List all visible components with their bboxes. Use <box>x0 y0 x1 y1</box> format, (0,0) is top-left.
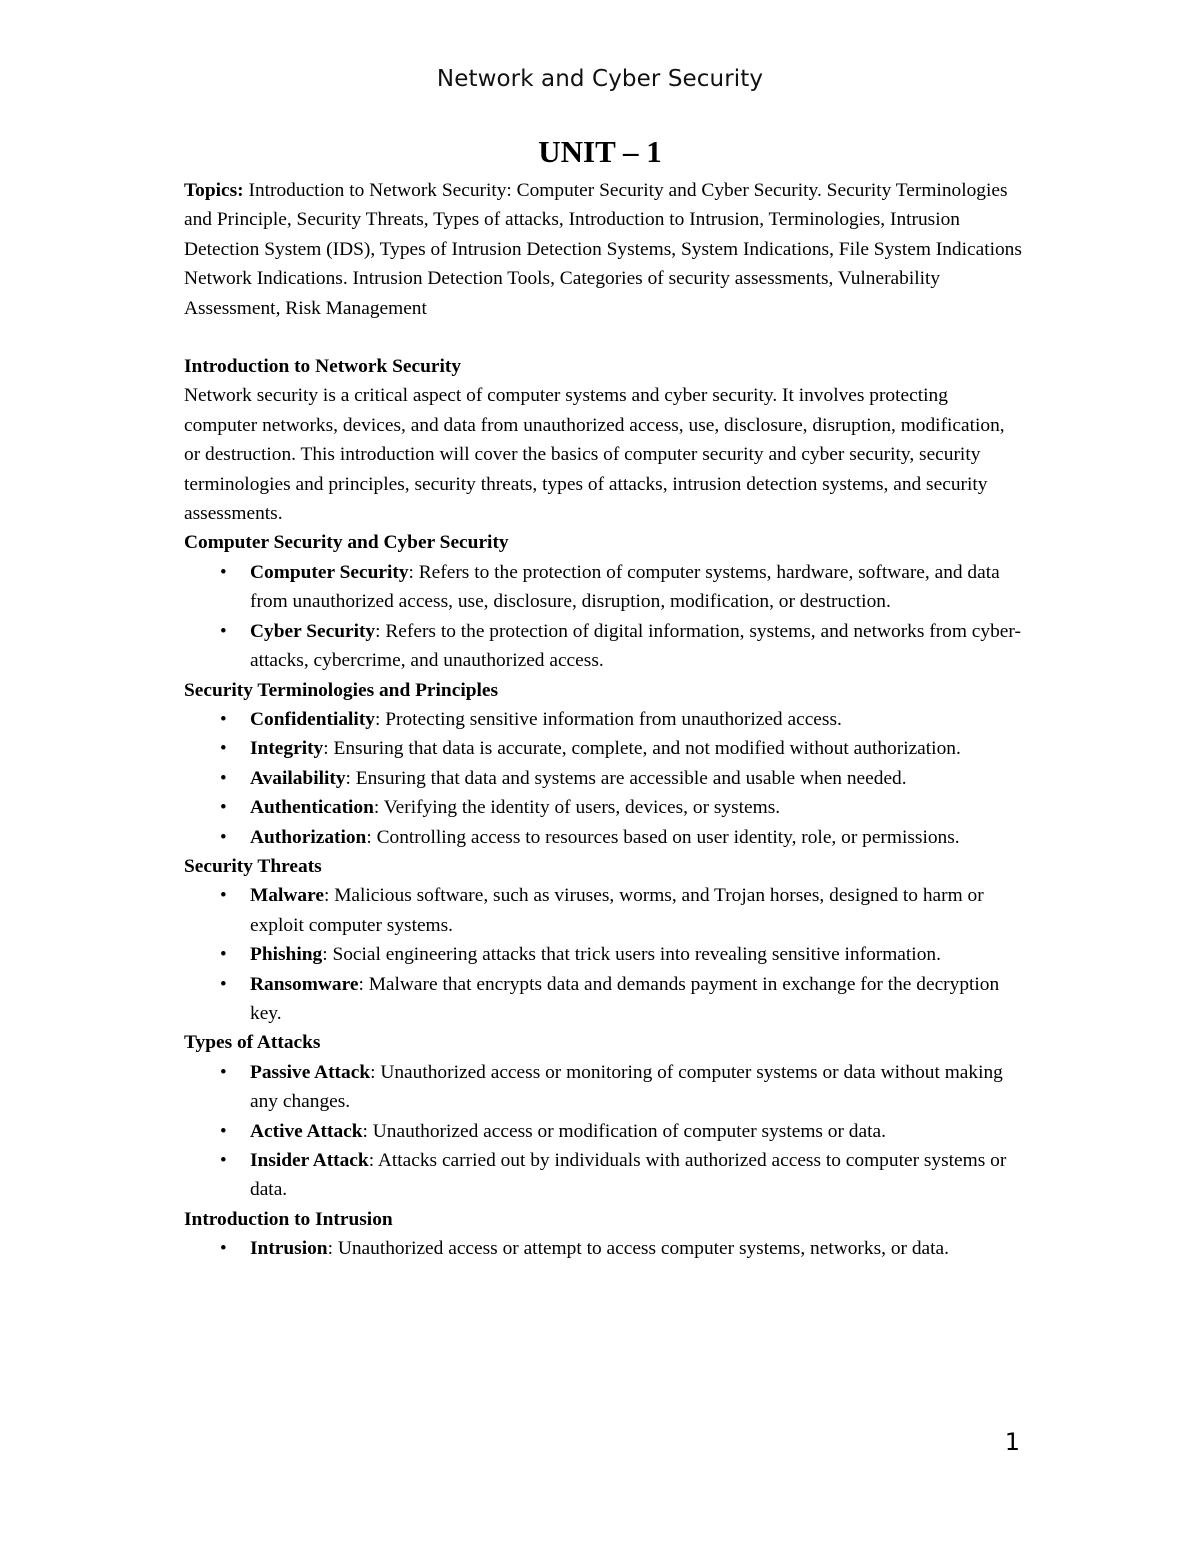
term-description: : Unauthorized access or attempt to access computer systems, networks, or data. <box>327 1238 949 1260</box>
term-description: : Social engineering attacks that trick users into revealing sensitive information. <box>322 944 941 966</box>
list-item <box>184 940 1024 969</box>
term-description: : Malware that encrypts data and demands payment in exchange for the decryption key. <box>250 973 1000 1024</box>
bullet-icon: • <box>220 1150 227 1171</box>
bullet-icon: • <box>220 1238 227 1260</box>
section-heading: Types of Attacks <box>184 1032 321 1054</box>
list-item <box>184 1234 1024 1263</box>
term-description: : Ensuring that data is accurate, complete, and not modified without authorization. <box>323 738 961 760</box>
term: Computer Security <box>250 561 409 583</box>
bullet-icon: • <box>220 885 227 907</box>
term: Phishing <box>250 944 323 966</box>
bullet-icon: • <box>220 561 227 583</box>
term-description: : Unauthorized access or monitoring of computer systems or data without making any changes. <box>250 1061 1003 1113</box>
intro-paragraph: Network security is a critical aspect of computer systems and cyber security. It involves protecting computer networks, devices, and data from unauthorized access, use, disclosure, disruption, modification, or destruction. This introduction will cover the basics of computer security and cyber security, security terminologies and principles, security threats, types of attacks, intrusion detection systems, and security assessments. <box>184 385 1005 525</box>
bullet-icon: • <box>220 738 227 760</box>
term: Cyber Security <box>250 620 376 642</box>
term: Insider Attack <box>250 1150 369 1171</box>
bullet-icon: • <box>220 620 227 642</box>
unit-title: UNIT – 1 <box>538 134 662 169</box>
list-item <box>184 1146 1024 1205</box>
term-description: : Refers to the protection of digital information, systems, and networks from cyber-attacks, cybercrime, and unauthorized access. <box>250 620 1021 672</box>
bullet-icon: • <box>220 973 227 995</box>
list-item <box>184 617 1024 676</box>
term: Availability <box>250 767 346 789</box>
section-heading: Security Terminologies and Principles <box>184 679 499 701</box>
list-item <box>184 705 1024 734</box>
page-number: 1 <box>1004 1428 1020 1456</box>
term: Intrusion <box>250 1238 328 1260</box>
bullet-list <box>184 558 1024 676</box>
term-description: : Attacks carried out by individuals with authorized access to computer systems or data. <box>250 1150 1007 1201</box>
bullet-icon: • <box>220 1120 227 1142</box>
bullet-list <box>184 705 1024 852</box>
list-item <box>184 558 1024 617</box>
term: Passive Attack <box>250 1061 371 1083</box>
bullet-list <box>184 1234 1024 1263</box>
bullet-icon: • <box>220 826 227 848</box>
term: Authentication <box>250 797 374 819</box>
bullet-icon: • <box>220 797 227 819</box>
term: Malware <box>250 885 324 907</box>
bullet-icon: • <box>220 767 227 789</box>
list-item <box>184 1117 1024 1146</box>
list-item <box>184 793 1024 822</box>
term-description: : Controlling access to resources based on user identity, role, or permissions. <box>366 826 960 848</box>
term: Authorization <box>250 826 367 848</box>
term-description: : Protecting sensitive information from unauthorized access. <box>374 708 842 730</box>
term-description: : Unauthorized access or modification of computer systems or data. <box>362 1120 886 1142</box>
topics-text: Introduction to Network Security: Computer Security and Cyber Security. Security Terminologies and Principle, Security Threats, Types of attacks, Introduction to Intrusion, Terminologies, Intrusion Detection System (IDS), Types of Intrusion Detection Systems, System Indications, File System Indications Network Indications. Intrusion Detection Tools, Categories of security assessments, Vulnerability Assessment, Risk Management <box>184 180 1022 319</box>
topics-paragraph <box>184 176 1024 323</box>
page-header: Network and Cyber Security <box>436 66 764 92</box>
term-description: : Ensuring that data and systems are accessible and usable when needed. <box>345 767 907 789</box>
bullet-list <box>184 1058 1024 1205</box>
section-heading: Introduction to Intrusion <box>184 1208 393 1230</box>
list-item <box>184 1058 1024 1117</box>
document-body <box>184 176 1024 1264</box>
bullet-icon: • <box>220 944 227 966</box>
term: Active Attack <box>250 1120 363 1142</box>
section-heading-intro: Introduction to Network Security <box>184 356 462 378</box>
term-description: : Malicious software, such as viruses, worms, and Trojan horses, designed to harm or exploit computer systems. <box>250 885 984 936</box>
term: Ransomware <box>250 973 359 995</box>
bullet-icon: • <box>220 1061 227 1083</box>
list-item <box>184 970 1024 1029</box>
list-item <box>184 881 1024 940</box>
term-description: : Refers to the protection of computer systems, hardware, software, and data from unauthorized access, use, disclosure, disruption, modification, or destruction. <box>250 561 1000 613</box>
spacer <box>184 323 1024 352</box>
term: Integrity <box>250 738 324 760</box>
term: Confidentiality <box>250 708 375 730</box>
list-item <box>184 823 1024 852</box>
list-item <box>184 734 1024 763</box>
section-heading: Computer Security and Cyber Security <box>184 532 509 554</box>
topics-label: Topics: <box>184 180 244 201</box>
term-description: : Verifying the identity of users, devices, or systems. <box>373 797 781 819</box>
list-item <box>184 764 1024 793</box>
bullet-list <box>184 881 1024 1028</box>
bullet-icon: • <box>220 708 227 730</box>
section-heading: Security Threats <box>184 855 322 877</box>
